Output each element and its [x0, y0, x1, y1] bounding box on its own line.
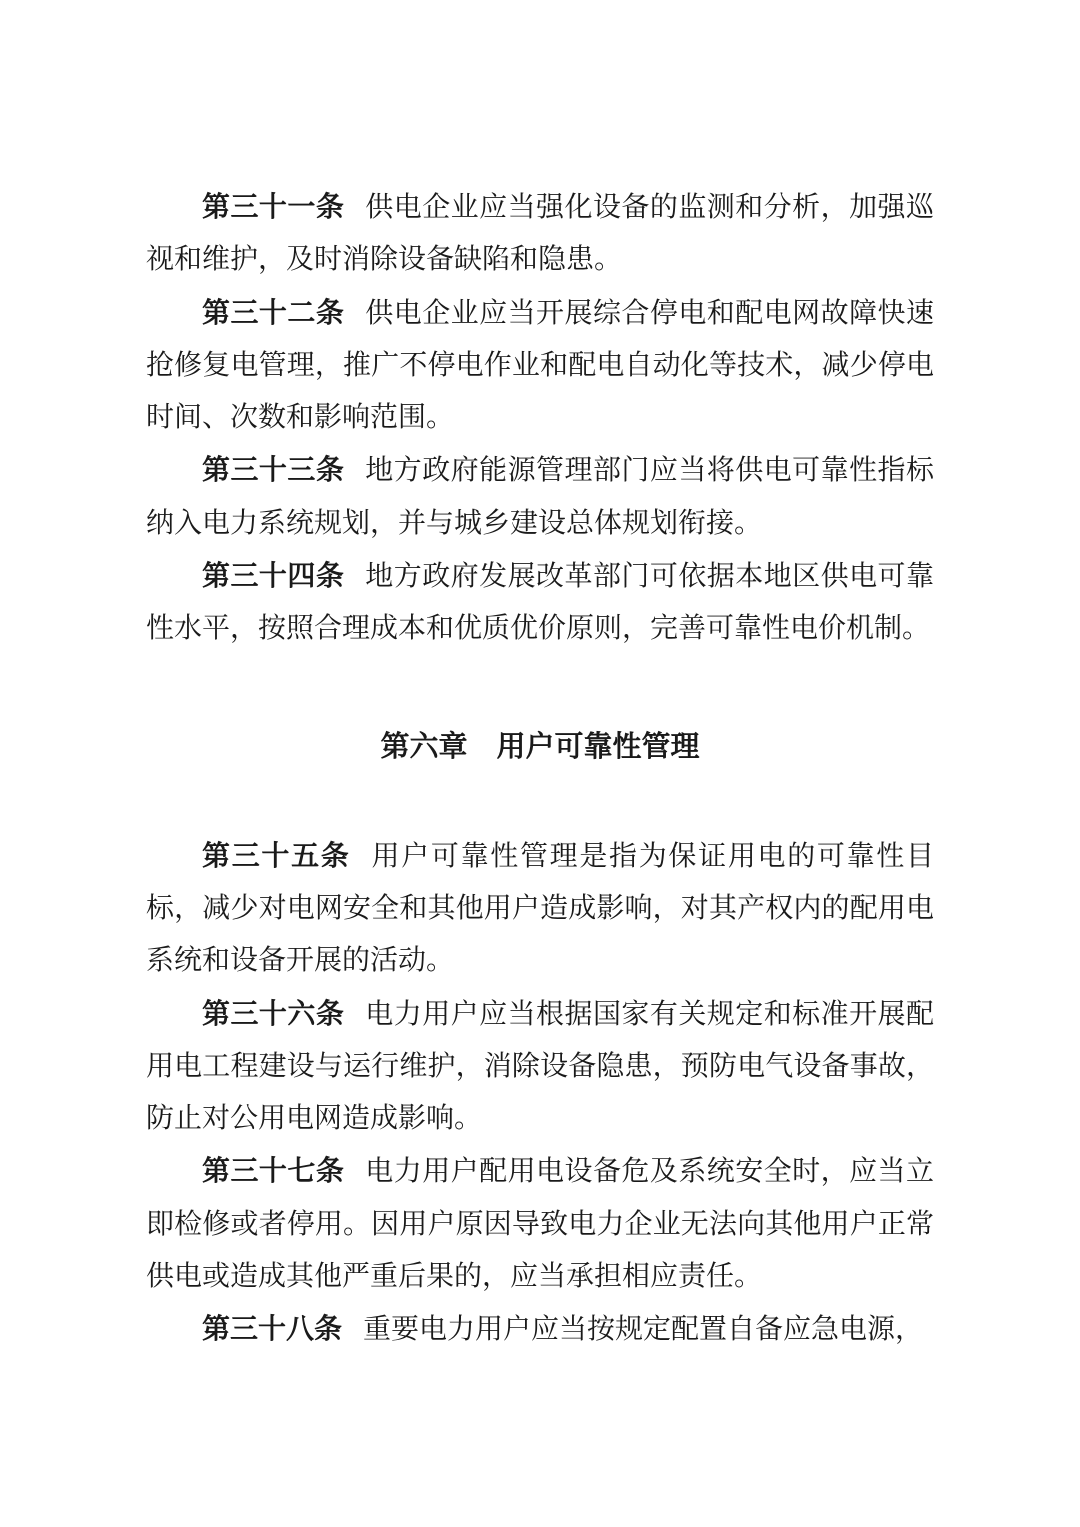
article-paragraph [146, 444, 934, 550]
article-paragraph [146, 1303, 934, 1356]
article-text: 重要电力用户应当按规定配置自备应急电源， [363, 1314, 924, 1346]
chapter-number: 第六章 [380, 730, 468, 763]
article-paragraph [146, 181, 934, 287]
chapter-heading [146, 721, 934, 773]
article-text: 地方政府发展改革部门可依据本地区供电可靠性水平，按照合理成本和优质优价原则，完善可靠性电价机制。 [146, 561, 934, 645]
document-content [146, 181, 934, 1357]
article-text: 电力用户配用电设备危及系统安全时，应当立即检修或者停用。因用户原因导致电力企业无法向其他用户正常供电或造成其他严重后果的，应当承担相应责任。 [146, 1156, 934, 1293]
article-number: 第三十三条 [202, 454, 345, 486]
article-paragraph [146, 988, 934, 1146]
article-text: 用户可靠性管理是指为保证用电的可靠性目标，减少对电网安全和其他用户造成影响，对其产权内的配用电系统和设备开展的活动。 [146, 840, 934, 977]
chapter-title: 用户可靠性管理 [496, 730, 700, 763]
article-number: 第三十六条 [202, 997, 345, 1029]
article-paragraph [146, 830, 934, 988]
article-number: 第三十七条 [202, 1155, 345, 1187]
article-number: 第三十一条 [202, 191, 345, 222]
article-text: 供电企业应当开展综合停电和配电网故障快速抢修复电管理，推广不停电作业和配电自动化等技术，减少停电时间、次数和影响范围。 [146, 297, 934, 434]
article-number: 第三十四条 [202, 560, 345, 592]
article-paragraph [146, 287, 934, 445]
article-number: 第三十八条 [202, 1313, 343, 1345]
article-number: 第三十五条 [202, 839, 351, 871]
article-text: 供电企业应当强化设备的监测和分析，加强巡视和维护，及时消除设备缺陷和隐患。 [146, 192, 934, 276]
article-text: 电力用户应当根据国家有关规定和标准开展配用电工程建设与运行维护，消除设备隐患，预防电气设备事故，防止对公用电网造成影响。 [146, 998, 934, 1135]
article-paragraph [146, 550, 934, 656]
article-paragraph [146, 1145, 934, 1303]
article-number: 第三十二条 [202, 296, 345, 328]
article-text: 地方政府能源管理部门应当将供电可靠性指标纳入电力系统规划，并与城乡建设总体规划衔接。 [146, 455, 934, 539]
